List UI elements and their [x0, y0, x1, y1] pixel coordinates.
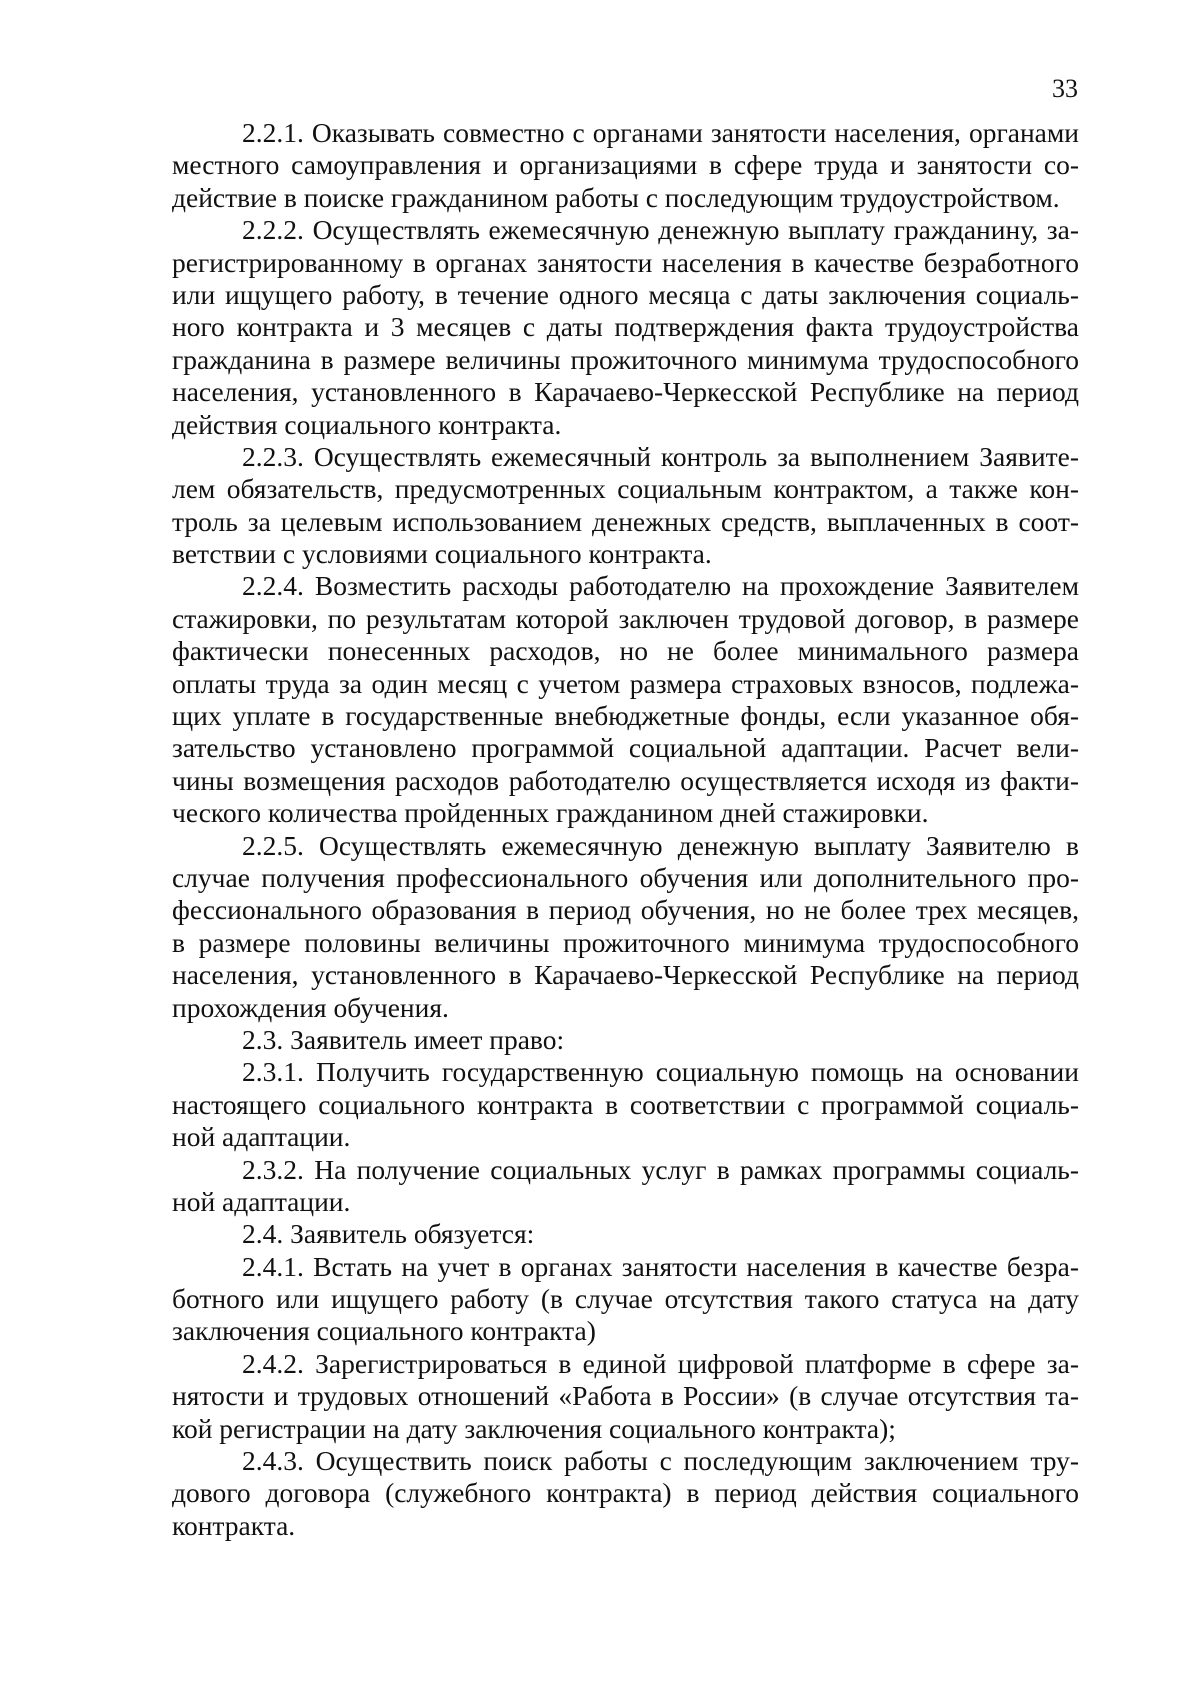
text-line: щих уплате в государственные внебюджетные фонды, если указанное обя-	[172, 700, 1079, 732]
text-line: ветствии с условиями социального контракта.	[172, 538, 712, 570]
text-line: стажировки, по результатам которой заключен трудовой договор, в размере	[172, 602, 1079, 634]
text-line: случае получения профессионального обучения или дополнительного про-	[172, 861, 1079, 893]
text-line: местного самоуправления и организациями в сфере труда и занятости со-	[172, 149, 1079, 181]
text-line: 2.2.4. Возместить расходы работодателю на прохождение Заявителем	[242, 570, 1079, 602]
text-line: фактически понесенных расходов, но не более минимального размера	[172, 635, 1079, 667]
text-line: регистрированному в органах занятости населения в качестве безработного	[172, 246, 1079, 278]
text-line: оплаты труда за один месяц с учетом размера страховых взносов, подлежа-	[172, 667, 1079, 699]
text-line: троль за целевым использованием денежных средств, выплаченных в соот-	[172, 505, 1079, 537]
text-line: ческого количества пройденных гражданином дней стажировки.	[172, 797, 929, 829]
text-line: нятости и трудовых отношений «Работа в России» (в случае отсутствия та-	[172, 1380, 1079, 1412]
text-line: 2.2.2. Осуществлять ежемесячную денежную выплату гражданину, за-	[242, 214, 1079, 246]
text-line: чины возмещения расходов работодателю осуществляется исходя из факти-	[172, 764, 1079, 796]
text-line: 2.2.3. Осуществлять ежемесячный контроль за выполнением Заявите-	[242, 440, 1079, 472]
page-number: 33	[1052, 74, 1078, 103]
text-line: 2.4.1. Встать на учет в органах занятости населения в качестве безра-	[242, 1250, 1079, 1282]
text-line: 2.2.5. Осуществлять ежемесячную денежную выплату Заявителю в	[242, 829, 1079, 861]
text-line: действия социального контракта.	[172, 408, 562, 440]
text-line: прохождения обучения.	[172, 991, 449, 1023]
text-line: ботного или ищущего работу (в случае отсутствия такого статуса на дату	[172, 1283, 1079, 1315]
document-body	[172, 117, 1079, 1542]
text-line: действие в поиске гражданином работы с последующим трудоустройством.	[172, 181, 1060, 213]
text-line: ной адаптации.	[172, 1185, 351, 1217]
text-line: фессионального образования в период обучения, но не более трех месяцев,	[172, 894, 1079, 926]
text-line: 2.4.2. Зарегистрироваться в единой цифровой платформе в сфере за-	[242, 1347, 1079, 1379]
text-line: 2.4. Заявитель обязуется:	[242, 1218, 535, 1250]
text-line: 2.3. Заявитель имеет право:	[242, 1023, 565, 1055]
text-line: ной адаптации.	[172, 1121, 351, 1153]
text-line: 2.3.1. Получить государственную социальную помощь на основании	[242, 1056, 1079, 1088]
text-line: заключения социального контракта)	[172, 1315, 596, 1347]
text-line: контракта.	[172, 1509, 296, 1541]
text-line: населения, установленного в Карачаево-Черкесской Республике на период	[172, 959, 1079, 991]
text-line: ного контракта и 3 месяцев с даты подтверждения факта трудоустройства	[172, 311, 1079, 343]
text-line: 2.4.3. Осуществить поиск работы с последующим заключением тру-	[242, 1445, 1079, 1477]
text-line: гражданина в размере величины прожиточного минимума трудоспособного	[172, 343, 1079, 375]
text-line: зательство установлено программой социальной адаптации. Расчет вели-	[172, 732, 1079, 764]
text-line: 2.2.1. Оказывать совместно с органами занятости населения, органами	[242, 117, 1079, 148]
text-line: населения, установленного в Карачаево-Черкесской Республике на период	[172, 376, 1079, 408]
text-line: дового договора (служебного контракта) в период действия социального	[172, 1477, 1079, 1509]
text-line: настоящего социального контракта в соответствии с программой социаль-	[172, 1088, 1079, 1120]
text-line: или ищущего работу, в течение одного месяца с даты заключения социаль-	[172, 278, 1079, 310]
text-line: лем обязательств, предусмотренных социальным контрактом, а также кон-	[172, 473, 1079, 505]
text-line: 2.3.2. На получение социальных услуг в рамках программы социаль-	[242, 1153, 1079, 1185]
text-line: в размере половины величины прожиточного минимума трудоспособного	[172, 926, 1079, 958]
text-line: кой регистрации на дату заключения социального контракта);	[172, 1412, 896, 1444]
